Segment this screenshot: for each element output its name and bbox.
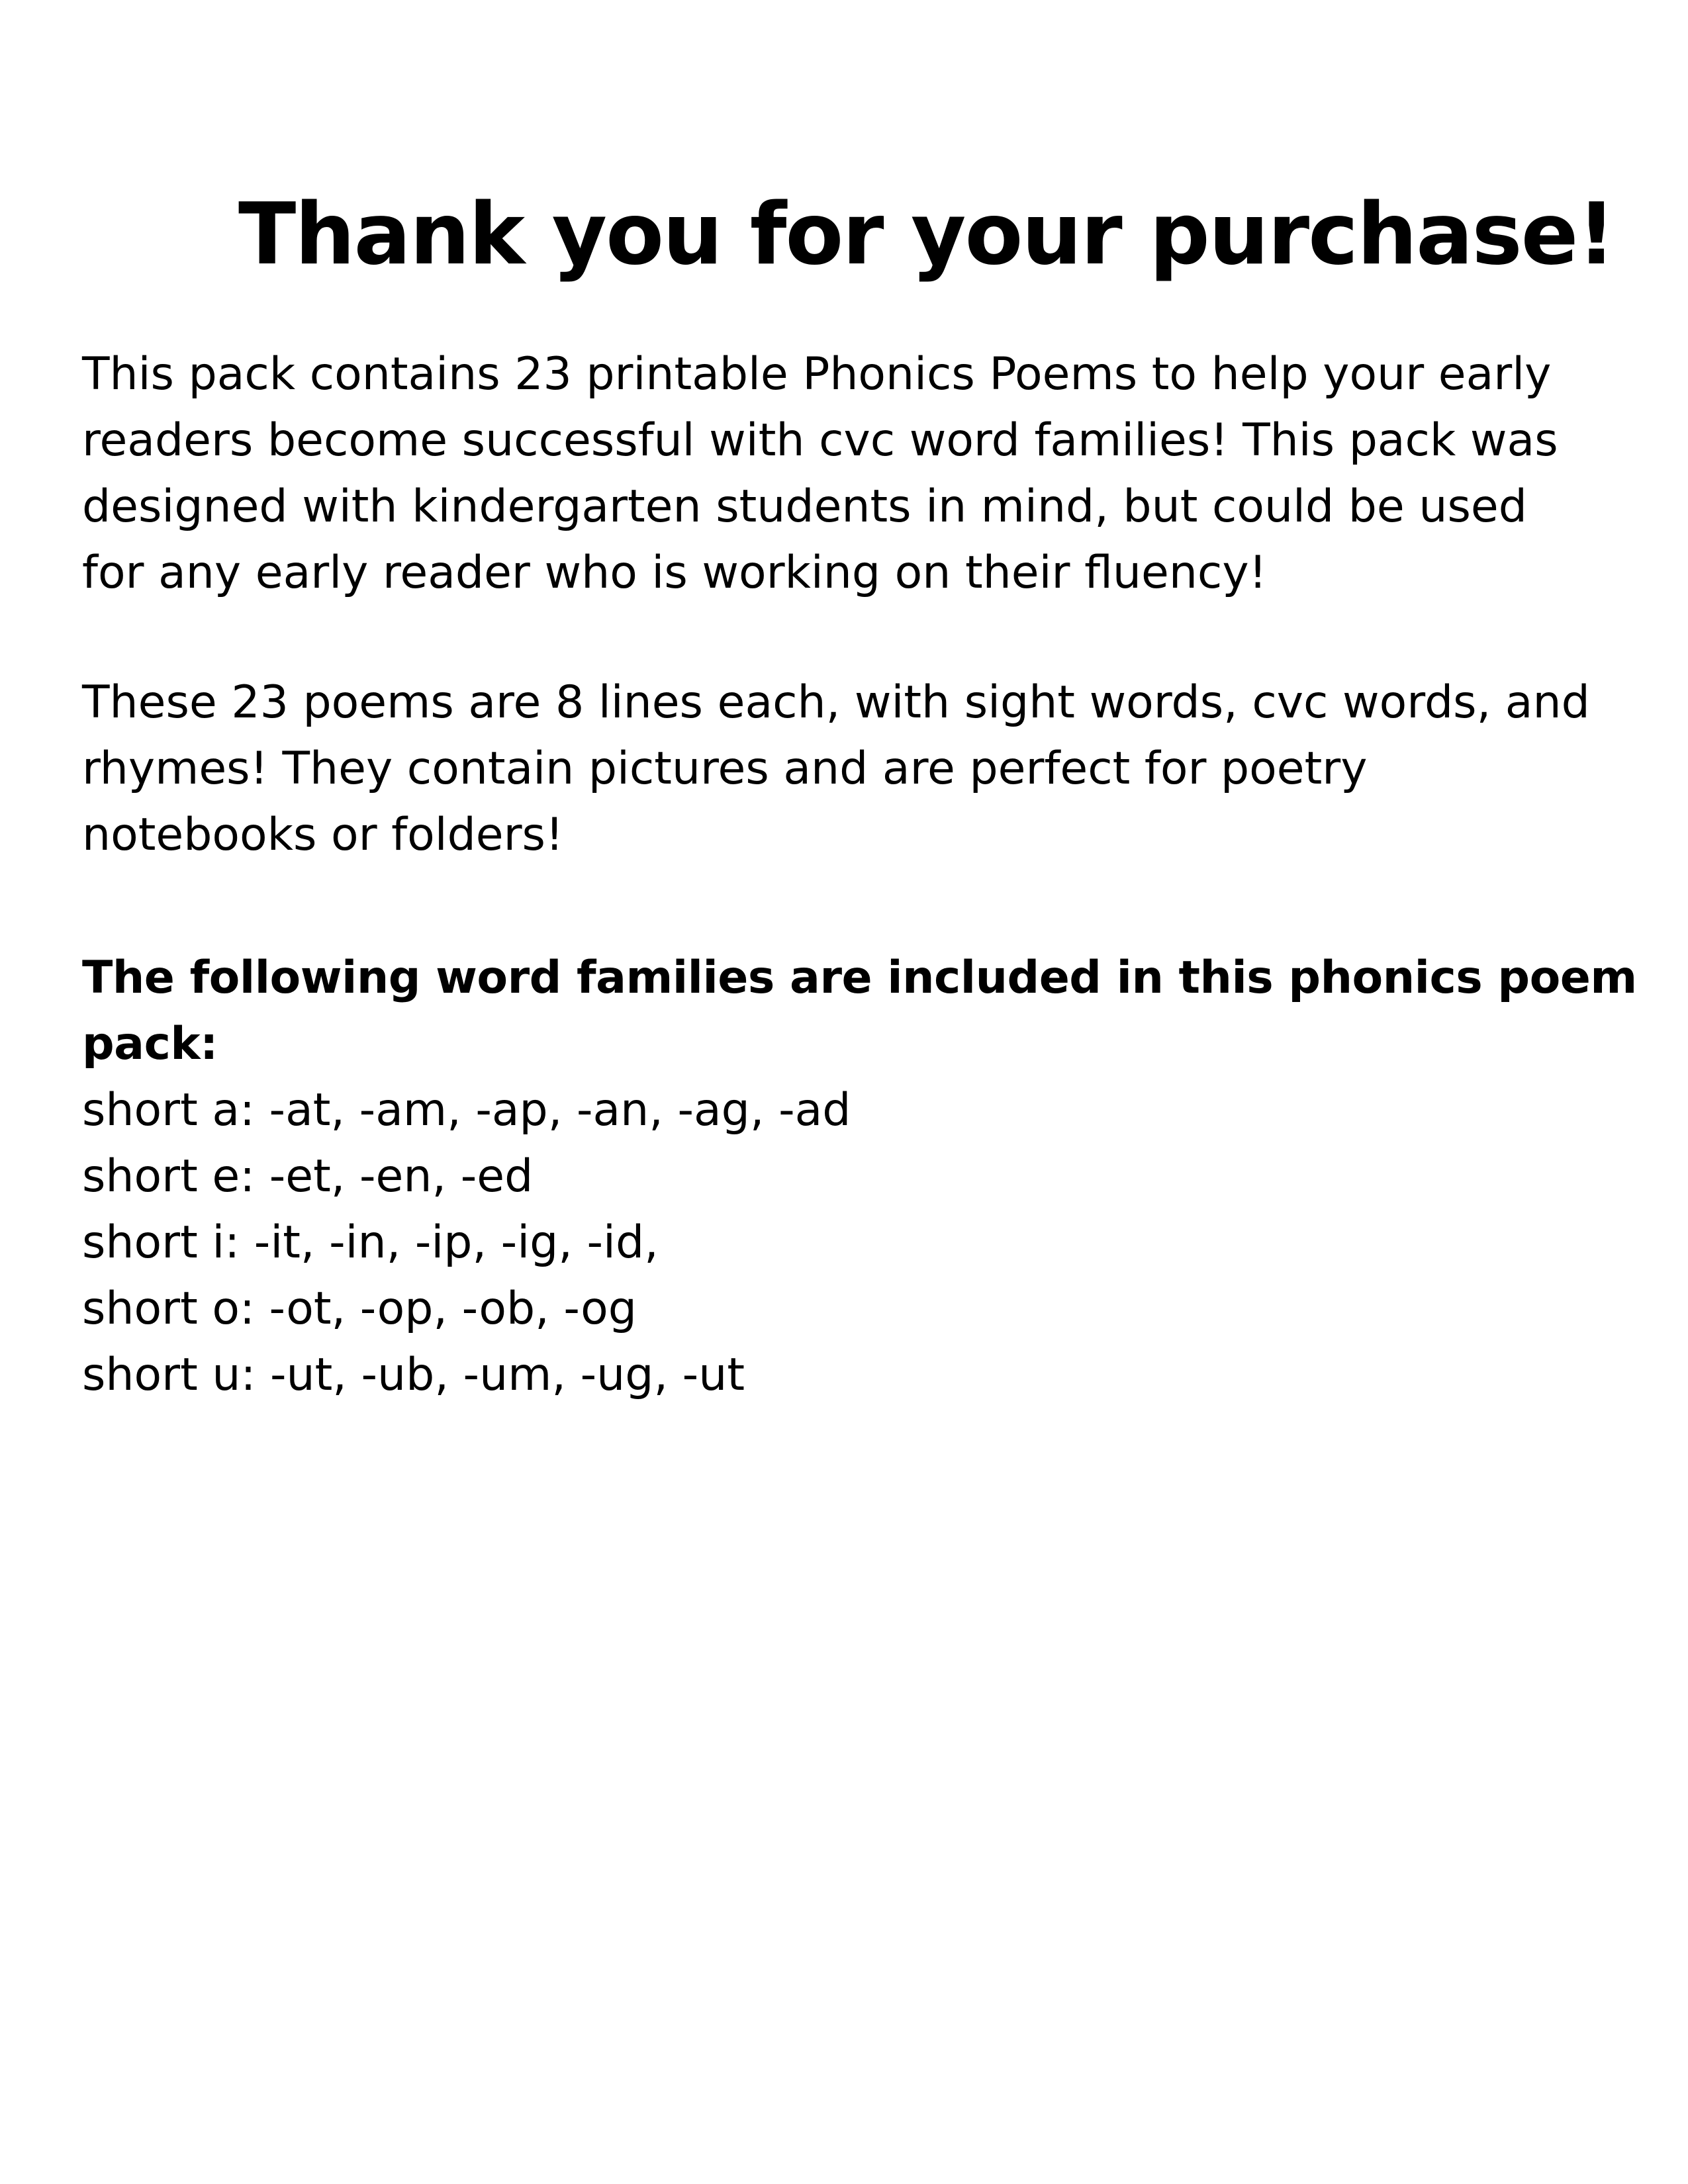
heading-line: pack: [82, 1018, 218, 1070]
details-paragraph [82, 670, 1605, 868]
intro-line: for any early reader who is working on their fluency! [82, 547, 1267, 599]
word-families-heading [82, 945, 1637, 1077]
word-families-section [82, 945, 1637, 1408]
word-family-short-a: short a: -at, -am, -ap, -an, -ag, -ad [82, 1084, 851, 1136]
word-family-short-o: short o: -ot, -op, -ob, -og [82, 1283, 637, 1335]
intro-line: This pack contains 23 printable Phonics Poems to help your early [82, 348, 1552, 400]
page-title: Thank you for your purchase! [238, 185, 1615, 284]
details-line: These 23 poems are 8 lines each, with sight words, cvc words, and [82, 676, 1590, 729]
intro-line: readers become successful with cvc word families! This pack was [82, 414, 1558, 467]
word-family-short-u: short u: -ut, -ub, -um, -ug, -ut [82, 1349, 745, 1401]
word-family-short-e: short e: -et, -en, -ed [82, 1150, 534, 1203]
heading-line: The following word families are included in this phonics poem [82, 952, 1637, 1004]
intro-line: designed with kindergarten students in mind, but could be used [82, 480, 1527, 533]
word-family-short-i: short i: -it, -in, -ip, -ig, -id, [82, 1216, 659, 1269]
details-line: notebooks or folders! [82, 809, 564, 861]
details-line: rhymes! They contain pictures and are perfect for poetry [82, 743, 1368, 795]
intro-paragraph [82, 341, 1605, 606]
word-families-list [82, 1077, 1605, 1408]
